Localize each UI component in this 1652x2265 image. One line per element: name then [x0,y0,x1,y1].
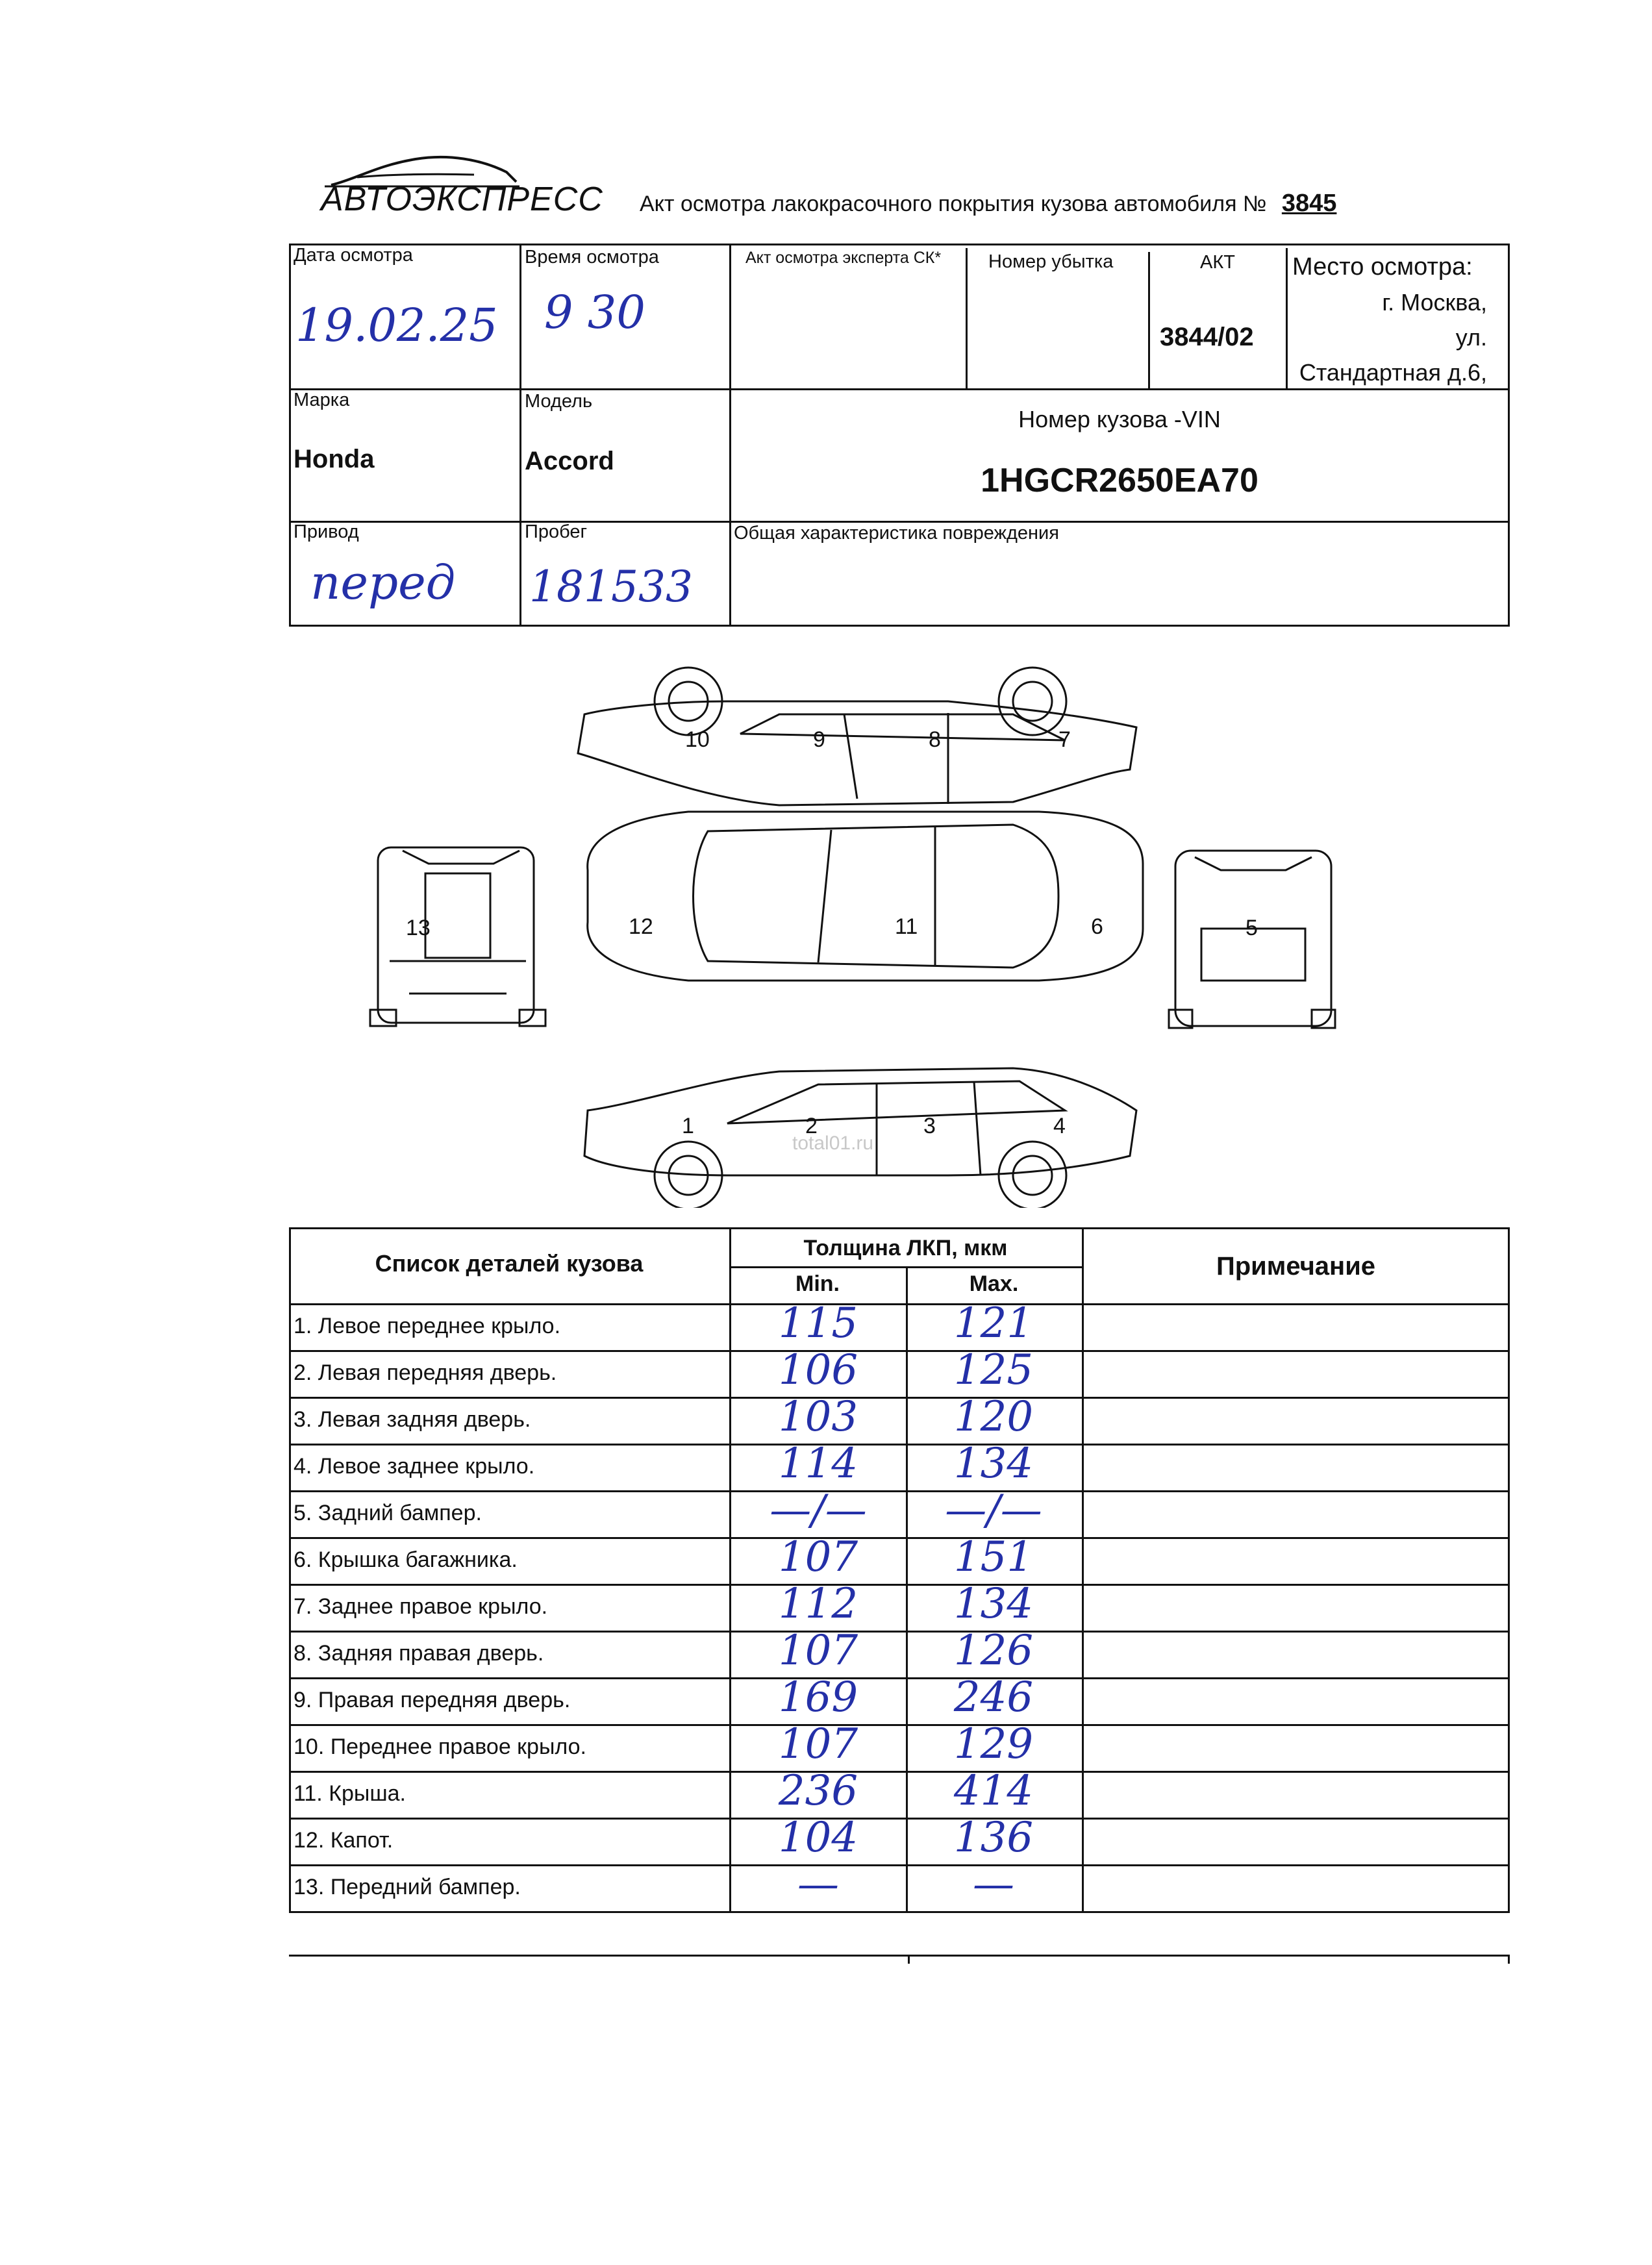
table-row-label: 8. Задняя правая дверь. [294,1641,544,1666]
place-line-2: ул. [1455,324,1487,351]
table-row-max: 134 [953,1580,1034,1628]
table-row-min: — [797,1860,839,1908]
table-row-max: 136 [953,1814,1034,1862]
part-number-1: 1 [682,1114,694,1138]
date-label: Дата осмотра [294,245,413,266]
document-title [640,190,1336,218]
watermark: total01.ru [792,1132,874,1154]
expert-act-label: Акт осмотра эксперта СК* [745,249,942,267]
loss-number-label: Номер убытка [988,251,1114,272]
table-row-label: 13. Передний бампер. [294,1875,521,1899]
drive-value: перед [310,555,456,610]
footer-divider [289,1955,1510,1957]
table-row-max: 125 [953,1346,1034,1394]
model-label: Модель [525,391,593,412]
part-number-4: 4 [1053,1114,1066,1138]
part-number-5: 5 [1245,916,1258,940]
table-row-min: 169 [778,1673,858,1721]
table-row-label: 9. Правая передняя дверь. [294,1688,571,1712]
time-value: 9 30 [544,286,645,339]
company-logo [318,146,603,224]
table-row-min: 104 [778,1814,858,1862]
table-row-min: 115 [778,1299,858,1347]
table-row-min: 107 [778,1627,858,1675]
table-row-min: —/— [770,1486,867,1534]
mileage-value: 181533 [529,562,693,612]
table-row-max: —/— [945,1486,1042,1534]
act-value: 3844/02 [1160,323,1254,351]
place-label: Место осмотра: [1292,253,1473,281]
part-number-12: 12 [629,914,653,939]
table-row-label: 5. Задний бампер. [294,1501,482,1525]
car-diagram [364,656,1364,1208]
brand-value: Honda [294,445,375,473]
table-row-min: 106 [778,1346,858,1394]
table-row-max: — [973,1860,1014,1908]
table-row-label: 2. Левая передняя дверь. [294,1360,557,1385]
vin-value: 1HGCR2650EA70 [981,462,1258,499]
vin-label: Номер кузова -VIN [1018,406,1221,432]
brand-label: Марка [294,390,350,410]
act-label: АКТ [1200,252,1235,273]
table-row-label: 4. Левое заднее крыло. [294,1454,535,1479]
table-row-label: 7. Заднее правое крыло. [294,1594,548,1619]
part-number-3: 3 [923,1114,936,1138]
part-number-7: 7 [1058,727,1071,752]
col-header-thickness: Толщина ЛКП, мкм [803,1236,1008,1260]
table-row-label: 12. Капот. [294,1828,394,1853]
part-number-13: 13 [406,916,431,940]
table-row-max: 246 [953,1673,1034,1721]
part-number-11: 11 [895,914,918,939]
place-line-1: г. Москва, [1382,289,1487,316]
table-row-min: 114 [778,1440,858,1488]
table-row-label: 6. Крышка багажника. [294,1547,518,1572]
table-row-label: 11. Крыша. [294,1781,406,1806]
car-right-side-outline [578,668,1136,805]
table-row-max: 129 [953,1720,1034,1768]
part-number-8: 8 [929,727,941,752]
time-label: Время осмотра [525,247,659,268]
logo-text: АВТОЭКСПРЕСС [321,181,603,218]
date-value: 19.02.25 [295,299,498,352]
table-row-label: 1. Левое переднее крыло. [294,1314,561,1338]
inspection-place [1292,253,1487,386]
col-header-max: Max. [969,1271,1019,1296]
table-row-label: 10. Переднее правое крыло. [294,1734,586,1759]
table-row-max: 151 [953,1533,1034,1581]
car-top-outline [588,812,1143,981]
table-row-max: 126 [953,1627,1034,1675]
model-value: Accord [525,447,614,475]
table-row-min: 236 [778,1767,858,1815]
table-row-max: 120 [953,1393,1034,1441]
part-number-6: 6 [1091,914,1103,939]
part-number-2: 2 [805,1114,818,1138]
place-line-3: Стандартная д.6, [1299,359,1487,386]
car-front-outline [370,847,545,1026]
table-row-min: 107 [778,1720,858,1768]
mileage-label: Пробег [525,521,588,542]
table-row-max: 414 [953,1767,1034,1815]
table-row-max: 134 [953,1440,1034,1488]
part-number-10: 10 [685,727,710,752]
table-row-min: 103 [778,1393,858,1441]
title-text: Акт осмотра лакокрасочного покрытия кузова автомобиля № [640,192,1267,216]
table-row-min: 107 [778,1533,858,1581]
col-header-note: Примечание [1216,1252,1376,1281]
damage-label: Общая характеристика повреждения [734,523,1059,544]
col-header-min: Min. [795,1271,840,1296]
table-row-max: 121 [953,1299,1034,1347]
drive-label: Привод [294,521,359,542]
act-number: 3845 [1281,190,1337,217]
col-header-parts: Список деталей кузова [375,1250,644,1277]
table-row-min: 112 [778,1580,858,1628]
part-number-9: 9 [813,727,825,752]
table-row-label: 3. Левая задняя дверь. [294,1407,531,1432]
